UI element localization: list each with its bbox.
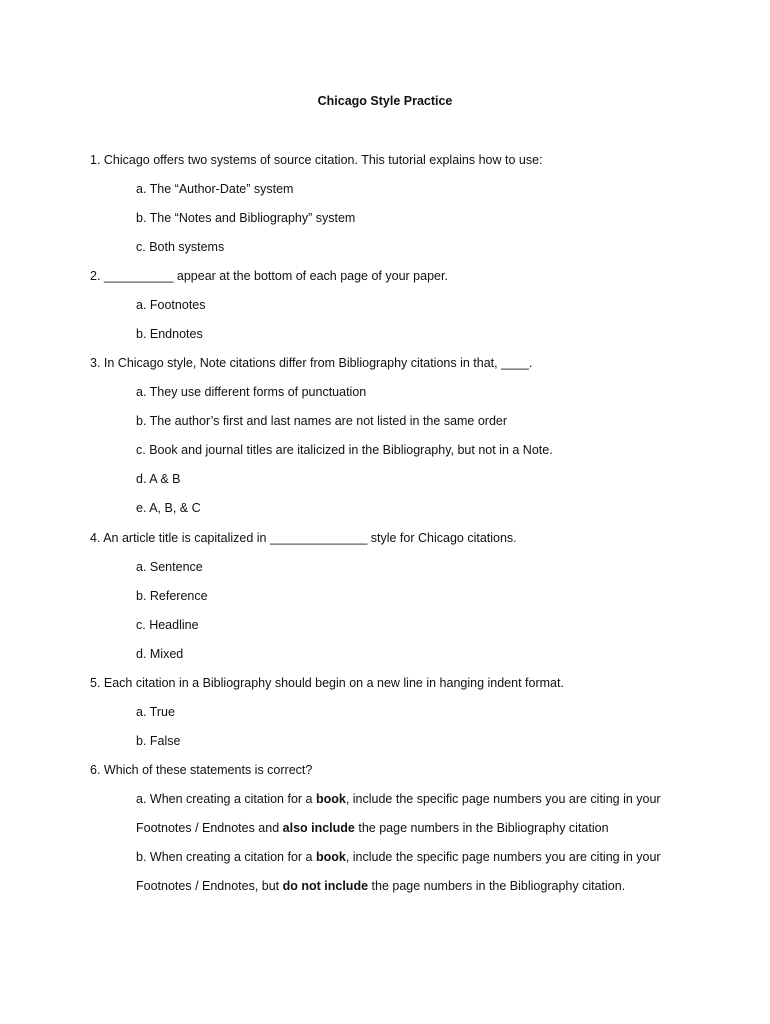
question-1-option-a: a. The “Author-Date” system [136,182,294,196]
question-4-option-b: b. Reference [136,589,208,603]
question-2: 2. __________ appear at the bottom of each page of your paper. [90,269,448,283]
question-5-option-a: a. True [136,705,175,719]
question-3-option-b: b. The author’s first and last names are not listed in the same order [136,414,508,428]
question-3-option-a: a. They use different forms of punctuation [136,385,367,399]
option-text: b. When creating a citation for a [136,850,316,864]
question-3: 3. In Chicago style, Note citations differ from Bibliography citations in that, ____. [90,356,533,370]
question-1: 1. Chicago offers two systems of source citation. This tutorial explains how to use: [90,153,543,167]
question-5: 5. Each citation in a Bibliography should begin on a new line in hanging indent format. [90,676,564,690]
option-emphasis: do not include [282,879,369,893]
option-text: the page numbers in the Bibliography citation. [368,879,626,893]
question-3-option-e: e. A, B, & C [136,501,201,515]
question-1-option-b: b. The “Notes and Bibliography” system [136,211,356,225]
option-emphasis: book [315,850,346,864]
question-4-option-a: a. Sentence [136,560,203,574]
option-text: , include the specific page numbers you are citing in your [345,850,661,864]
question-2-option-b: b. Endnotes [136,327,203,341]
page-title: Chicago Style Practice [317,94,453,108]
question-3-option-c: c. Book and journal titles are italicized in the Bibliography, but not in a Note. [136,443,553,457]
question-5-option-b: b. False [136,734,181,748]
question-6-option-a-line-1 [136,791,661,807]
question-6: 6. Which of these statements is correct? [90,763,313,777]
option-emphasis: book [315,792,346,806]
question-4-option-c: c. Headline [136,618,199,632]
question-6-option-b-line-1 [136,849,661,865]
option-text: a. When creating a citation for a [136,792,316,806]
option-emphasis: also include [282,821,355,835]
option-text: Footnotes / Endnotes and [136,821,283,835]
question-6-option-a-line-2 [136,820,609,836]
option-text: Footnotes / Endnotes, but [136,879,283,893]
question-3-option-d: d. A & B [136,472,181,486]
question-4: 4. An article title is capitalized in ______________ style for Chicago citations. [90,531,517,545]
option-text: , include the specific page numbers you are citing in your [345,792,661,806]
question-2-option-a: a. Footnotes [136,298,206,312]
question-6-option-b-line-2 [136,878,625,894]
option-text: the page numbers in the Bibliography citation [354,821,609,835]
question-1-option-c: c. Both systems [136,240,225,254]
question-4-option-d: d. Mixed [136,647,184,661]
